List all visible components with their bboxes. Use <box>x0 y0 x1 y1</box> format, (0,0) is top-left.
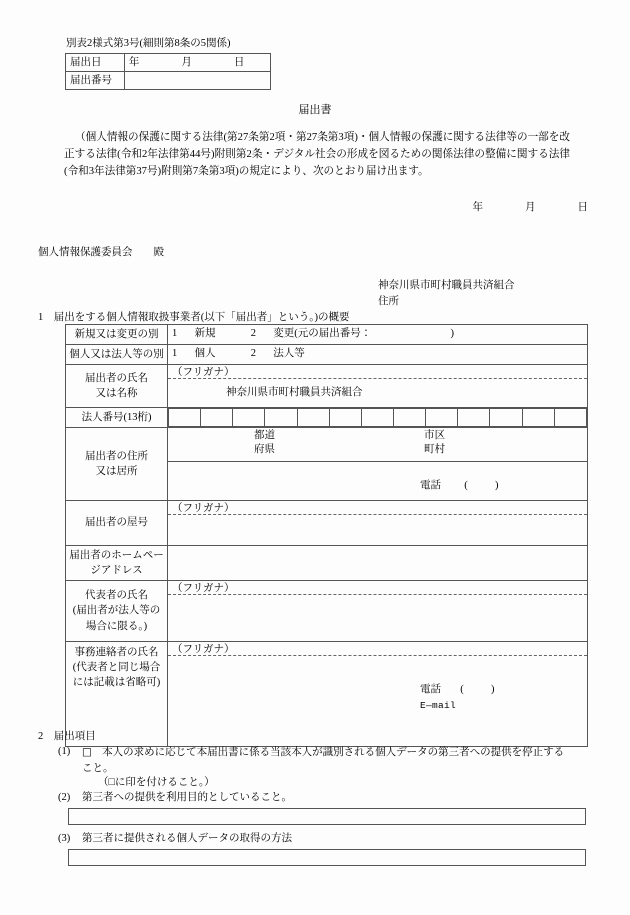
representative-furigana[interactable]: （フリガナ） <box>168 581 587 595</box>
municipality-label-line1: 市区 <box>424 430 445 441</box>
item-2-number: (2) <box>58 792 71 803</box>
trade-name-value[interactable] <box>168 515 587 541</box>
trade-name-label: 届出者の屋号 <box>66 501 168 546</box>
digit-cell-7[interactable] <box>361 409 393 427</box>
address-region-row[interactable] <box>168 428 587 462</box>
phone-label: 電話 <box>420 480 441 491</box>
submission-date-value[interactable] <box>124 54 270 72</box>
digit-cell-2[interactable] <box>201 409 233 427</box>
applicant-name-label-line2: 又は名称 <box>95 388 138 399</box>
option-individual-label: 個人 <box>194 348 216 359</box>
applicant-name-value[interactable]: 神奈川県市町村職員共済組合 <box>226 387 363 398</box>
new-or-change-options[interactable] <box>168 325 588 345</box>
applicant-address-label-line2: 又は居所 <box>95 466 138 477</box>
table-row-representative <box>66 581 588 642</box>
contact-phone-line[interactable] <box>420 684 495 695</box>
entity-type-options[interactable] <box>168 345 588 365</box>
option-1-number: 1 <box>172 348 178 359</box>
item-3-text: 第三者に提供される個人データの取得の方法 <box>82 833 292 844</box>
option-change-paren-close: ) <box>450 328 454 339</box>
item-2-text: 第三者への提供を利用目的としていること。 <box>82 792 292 803</box>
digit-cell-9[interactable] <box>426 409 458 427</box>
municipality-label <box>424 429 445 457</box>
digit-cell-11[interactable] <box>490 409 522 427</box>
contact-person-label-line1: 事務連絡者の氏名 <box>74 647 159 658</box>
address-phone-line[interactable] <box>420 478 499 494</box>
contact-person-label-line2: (代表者と同じ場合 <box>72 662 161 674</box>
option-new-label: 新規 <box>194 328 216 339</box>
email-label: E—mail <box>420 699 457 711</box>
item-3-number: (3) <box>58 833 71 844</box>
contact-person-furigana[interactable]: （フリガナ） <box>168 642 587 656</box>
applicant-address-label-line1: 届出者の住所 <box>85 450 148 462</box>
digit-cell-10[interactable] <box>458 409 490 427</box>
homepage-label <box>66 546 168 581</box>
representative-label <box>66 581 168 642</box>
applicant-name-value-cell[interactable] <box>168 365 588 408</box>
option-1-number: 1 <box>172 328 178 339</box>
item-3-answer-box[interactable] <box>68 849 586 866</box>
digit-cell-1[interactable] <box>169 409 201 427</box>
digit-cell-12[interactable] <box>522 409 554 427</box>
representative-label-line2: (届出者が法人等の <box>72 605 161 617</box>
submission-date-ymd: 年 月 日 <box>128 56 245 68</box>
item-2-answer-box[interactable] <box>68 808 586 825</box>
applicant-name-furigana[interactable]: （フリガナ） <box>168 365 587 379</box>
prefecture-label-line1: 都道 <box>254 430 275 441</box>
option-change-label: 変更(元の届出番号： <box>273 328 372 339</box>
table-row-contact-person <box>66 642 588 747</box>
trade-name-furigana[interactable]: （フリガナ） <box>168 501 587 515</box>
representative-label-line3: 場合に限る。) <box>85 620 148 632</box>
signature-date-line[interactable]: 年 月 日 <box>472 202 588 213</box>
table-row <box>66 54 271 72</box>
corporate-number-digit-grid <box>168 408 587 427</box>
applicant-details-table <box>65 324 588 747</box>
trade-name-value-cell[interactable] <box>168 501 588 546</box>
table-row-corporate-number <box>66 408 588 428</box>
submission-number-value[interactable] <box>124 72 270 90</box>
submission-date-label: 届出日 <box>66 54 125 72</box>
corporate-number-grid-cell[interactable] <box>168 408 588 428</box>
phone-paren-open: ( <box>464 480 468 491</box>
representative-value[interactable] <box>168 595 587 637</box>
option-2-number: 2 <box>250 328 256 339</box>
table-row-trade-name <box>66 501 588 546</box>
table-row-applicant-name <box>66 365 588 408</box>
submitter-address-label: 住所 <box>378 296 399 308</box>
table-row-entity-type <box>66 345 588 365</box>
applicant-name-label-line1: 届出者の氏名 <box>85 372 148 384</box>
table-row <box>66 72 271 90</box>
representative-value-cell[interactable] <box>168 581 588 642</box>
prefecture-label-line2: 府県 <box>254 443 275 455</box>
contact-person-value[interactable] <box>168 656 587 676</box>
item-1-text: 本人の求めに応じて本届出書に係る当該本人が識別される個人データの第三者への提供を停止すること。 <box>82 747 565 775</box>
option-2-number: 2 <box>250 348 256 359</box>
prefecture-label <box>254 429 275 457</box>
section2-heading: 2 届出項目 <box>38 731 96 742</box>
homepage-label-line2: ジアドレス <box>90 565 143 576</box>
municipality-label-line2: 町村 <box>424 443 445 455</box>
phone-paren-close: ) <box>495 480 499 491</box>
contact-person-value-cell[interactable] <box>168 642 588 747</box>
applicant-name-label <box>66 365 168 408</box>
digit-cell-13[interactable] <box>554 409 586 427</box>
form-number-label: 別表2様式第3号(細則第8条の5関係) <box>66 38 231 49</box>
corporate-number-label: 法人番号(13桁) <box>66 408 168 428</box>
section1-heading: 1 届出をする個人情報取扱事業者(以下「届出者」という。)の概要 <box>38 312 350 323</box>
table-row-applicant-address <box>66 428 588 501</box>
digit-cell-4[interactable] <box>265 409 297 427</box>
submitter-name: 神奈川県市町村職員共済組合 <box>378 280 515 291</box>
digit-row <box>169 409 587 427</box>
contact-person-label-line3: には記載は省略可) <box>72 677 161 689</box>
representative-label-line1: 代表者の氏名 <box>85 590 148 602</box>
applicant-address-value-cell[interactable] <box>168 428 588 501</box>
consent-checkbox[interactable]: □ <box>82 746 92 758</box>
item-1-number: (1) <box>58 746 71 757</box>
phone-label: 電話 <box>420 684 441 695</box>
applicant-address-label <box>66 428 168 501</box>
entity-type-label: 個人又は法人等の別 <box>66 345 168 365</box>
contact-person-contact-info[interactable] <box>420 682 495 714</box>
phone-paren-close: ) <box>491 684 495 695</box>
addressee-label: 個人情報保護委員会 殿 <box>38 247 164 258</box>
table-row-new-or-change <box>66 325 588 345</box>
intro-paragraph: （個人情報の保護に関する法律(第27条第2項・第27条第3項)・個人情報の保護に関する法律等の一部を改正する法律(令和2年法律第44号)附則第2条・デジタル社会の形成を図るための関係法律の整備に関する法律(令和3年法律第37号)附則第7条第3項)の規定により、次のとおり届け出ます。 <box>64 132 570 178</box>
submission-date-table <box>65 53 271 90</box>
table-row-homepage <box>66 546 588 581</box>
homepage-value[interactable] <box>168 546 588 581</box>
digit-cell-6[interactable] <box>329 409 361 427</box>
page-title: 届出書 <box>298 104 332 116</box>
item-1-body <box>82 744 572 778</box>
submission-number-label: 届出番号 <box>66 72 125 90</box>
address-detail-row[interactable] <box>168 462 587 498</box>
submitter-block <box>378 278 515 311</box>
digit-cell-8[interactable] <box>393 409 425 427</box>
digit-cell-5[interactable] <box>297 409 329 427</box>
phone-paren-open: ( <box>460 684 464 695</box>
option-corporation-label: 法人等 <box>273 348 305 359</box>
digit-cell-3[interactable] <box>233 409 265 427</box>
homepage-label-line1: 届出者のホームペー <box>69 549 164 561</box>
new-or-change-label: 新規又は変更の別 <box>66 325 168 345</box>
item-1-note: （□に印を付けること。） <box>98 777 215 788</box>
